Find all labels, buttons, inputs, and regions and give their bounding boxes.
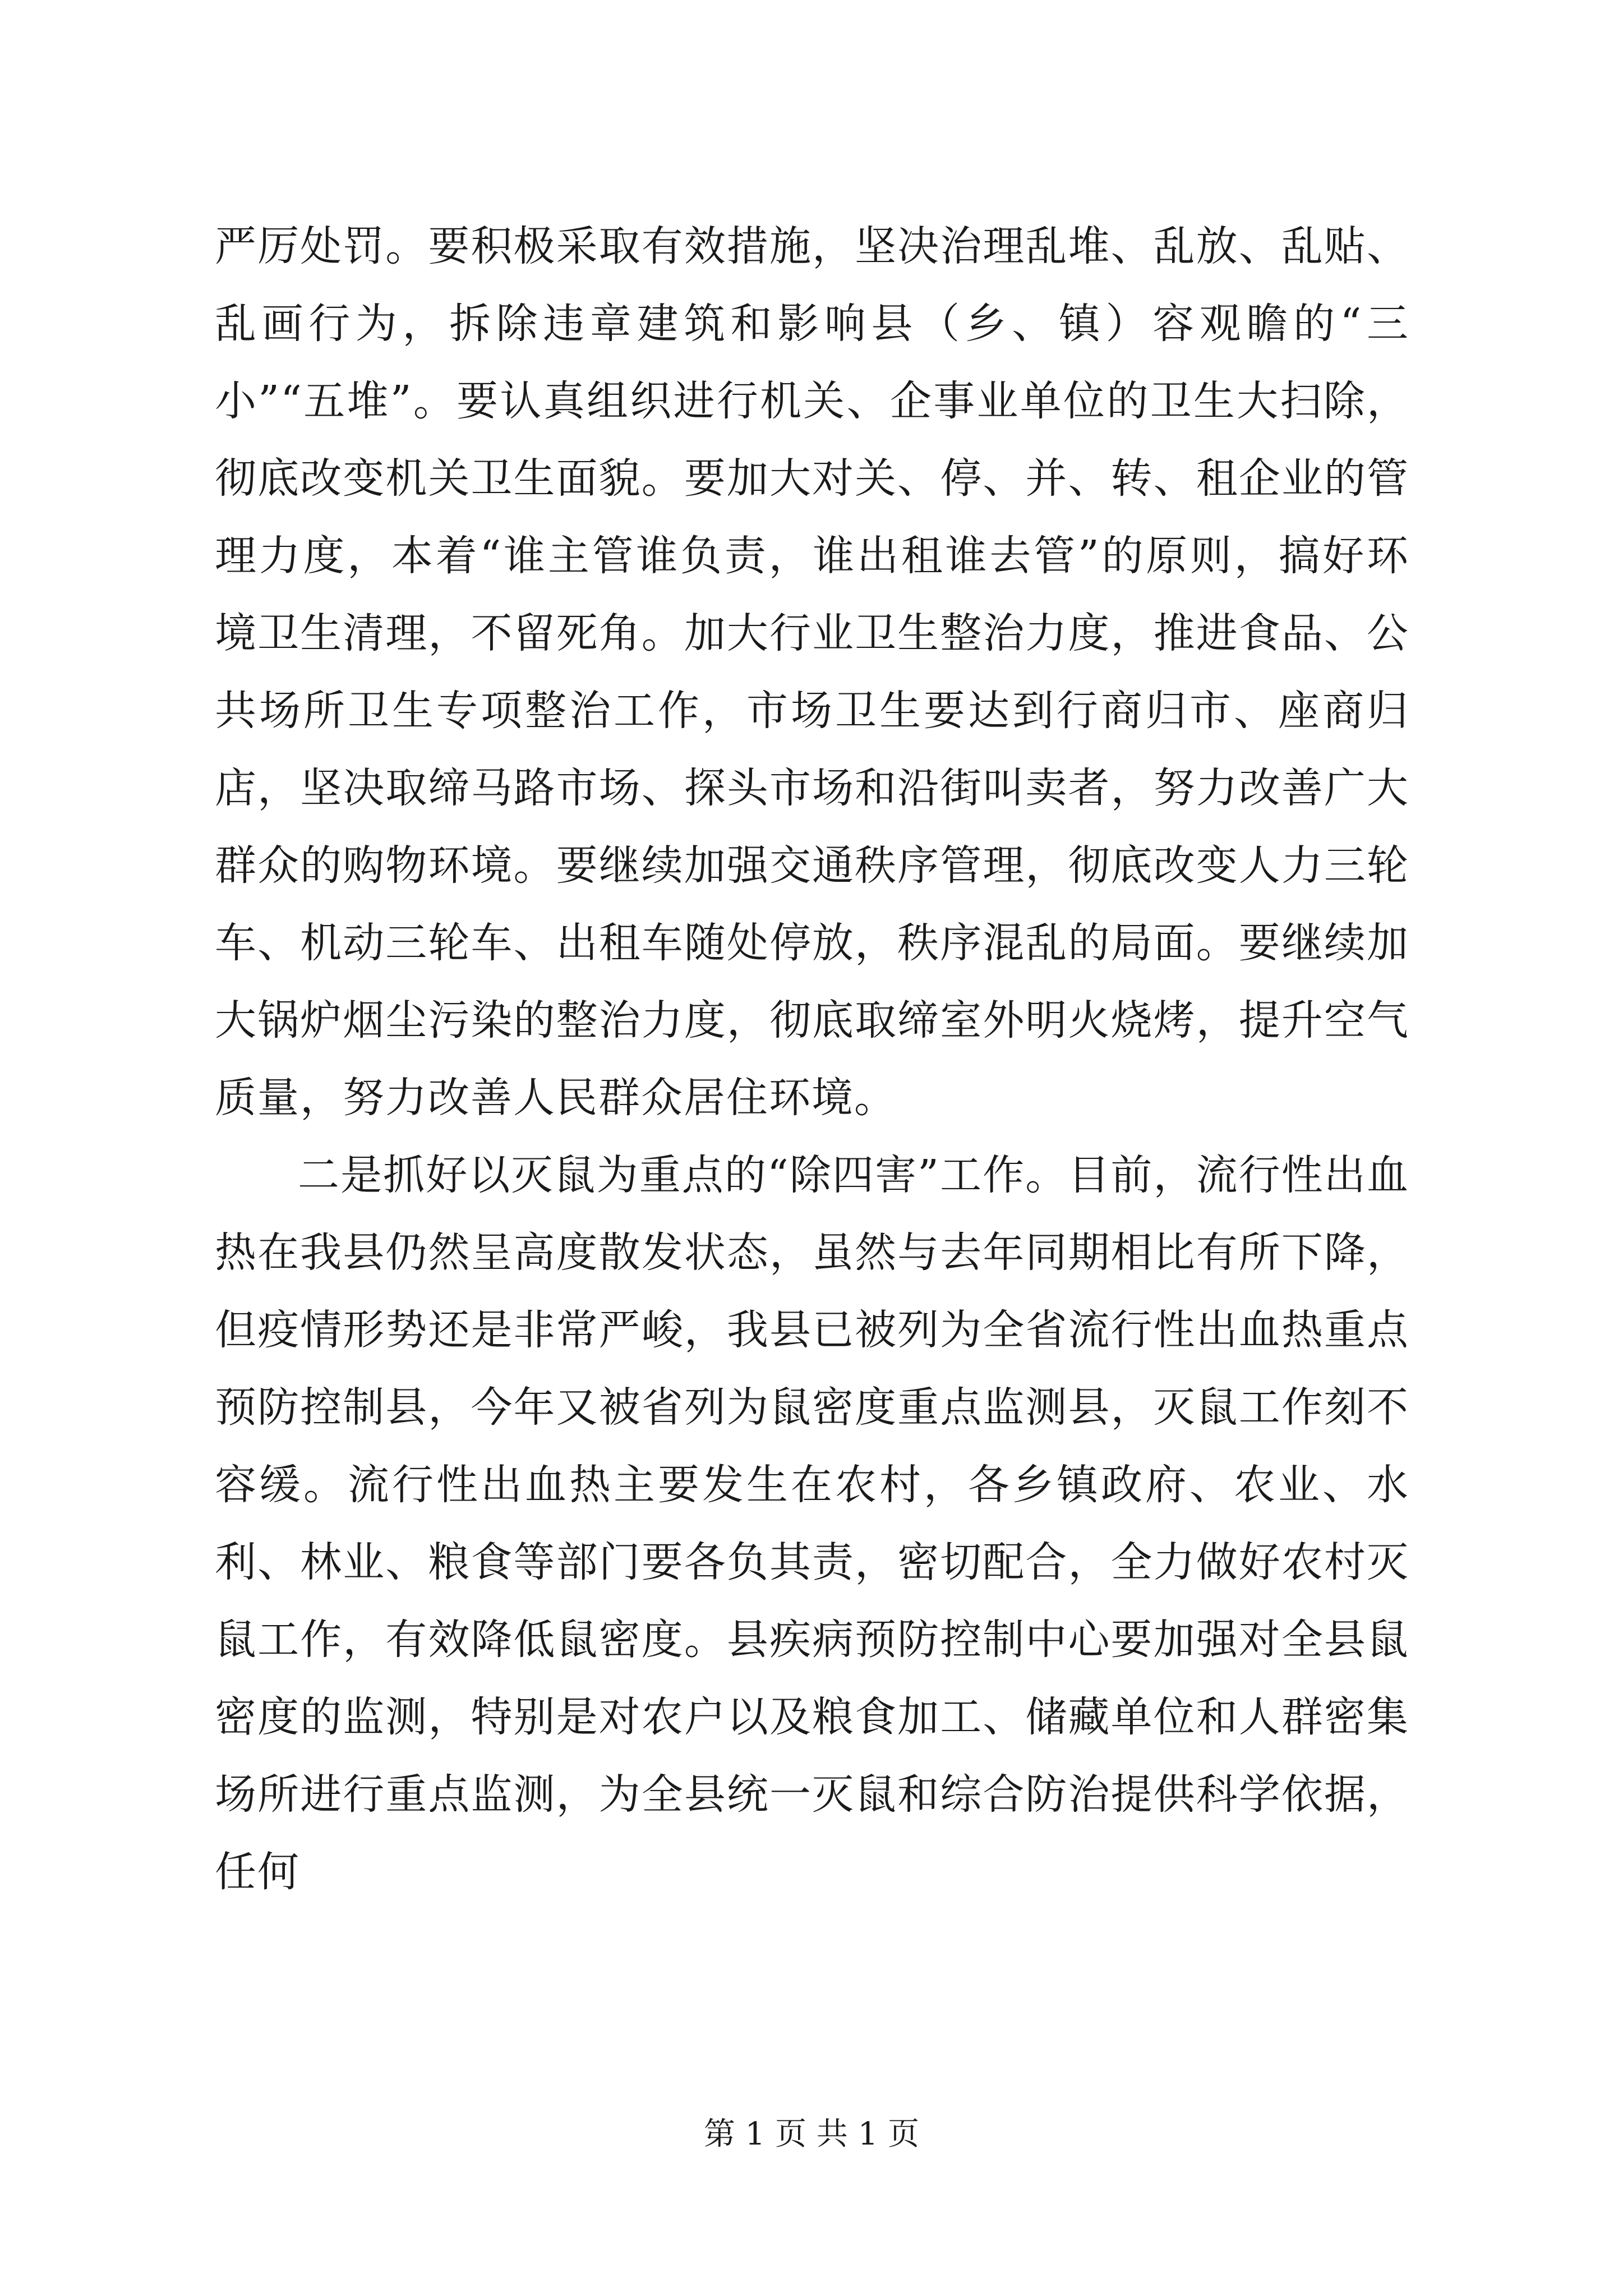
- page-footer: 第 1 页 共 1 页: [703, 2116, 920, 2152]
- document-body: [215, 208, 1409, 1911]
- paragraph-1: 严厉处罚。要积极采取有效措施，坚决治理乱堆、乱放、乱贴、乱画行为，拆除违章建筑和影响县（乡、镇）容观瞻的“三小”“五堆”。要认真组织进行机关、企事业单位的卫生大扫除，彻底改变机关卫生面貌。要加大对关、停、并、转、租企业的管理力度，本着“谁主管谁负责，谁出租谁去管”的原则，搞好环境卫生清理，不留死角。加大行业卫生整治力度，推进食品、公共场所卫生专项整治工作，市场卫生要达到行商归市、座商归店，坚决取缔马路市场、探头市场和沿街叫卖者，努力改善广大群众的购物环境。要继续加强交通秩序管理，彻底改变人力三轮车、机动三轮车、出租车随处停放，秩序混乱的局面。要继续加大锅炉烟尘污染的整治力度，彻底取缔室外明火烧烤，提升空气质量，努力改善人民群众居住环境。: [215, 222, 1409, 1122]
- paragraph-2: 二是抓好以灭鼠为重点的“除四害”工作。目前，流行性出血热在我县仍然呈高度散发状态，虽然与去年同期相比有所下降，但疫情形势还是非常严峻，我县已被列为全省流行性出血热重点预防控制县，今年又被省列为鼠密度重点监测县，灭鼠工作刻不容缓。流行性出血热主要发生在农村，各乡镇政府、农业、水利、林业、粮食等部门要各负其责，密切配合，全力做好农村灭鼠工作，有效降低鼠密度。县疾病预防控制中心要加强对全县鼠密度的监测，特别是对农户以及粮食加工、储藏单位和人群密集场所进行重点监测，为全县统一灭鼠和综合防治提供科学依据，任何: [215, 1151, 1409, 1896]
